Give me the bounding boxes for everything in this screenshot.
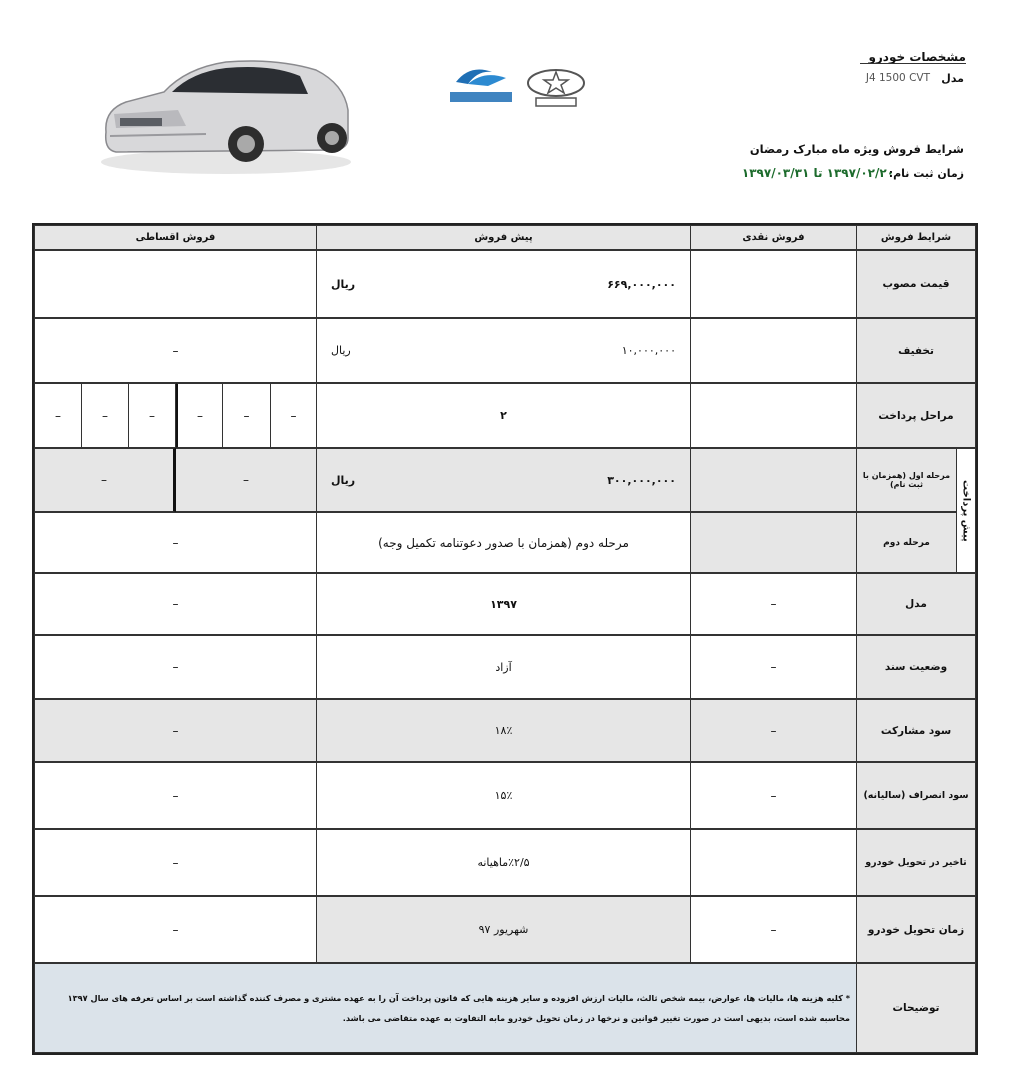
installment-stage-cell: – xyxy=(128,383,176,448)
row-label-cancellation-profit: سود انصراف (سالیانه) xyxy=(856,762,976,829)
row-label-document-status: وضعیت سند xyxy=(856,635,976,699)
doc-title: مشخصات خودرو xyxy=(868,50,966,64)
presale-payment-stages: ۲ xyxy=(316,383,691,448)
presale-price-value: ۶۶۹,۰۰۰,۰۰۰ xyxy=(607,277,676,291)
cash-price xyxy=(690,250,857,318)
row-label-delivery-delay: تاخیر در تحویل خودرو xyxy=(856,829,976,896)
presale-stage2: مرحله دوم (همزمان با صدور دعوتنامه تکمیل وجه) xyxy=(316,512,691,573)
prepayment-group-label xyxy=(956,448,976,573)
installment-cancellation-profit: – xyxy=(34,762,317,829)
presale-stage1-unit: ریال xyxy=(331,473,356,487)
presale-discount xyxy=(316,318,691,383)
presale-stage1 xyxy=(316,448,691,512)
row-label-stage1: مرحله اول (همزمان با ثبت نام) xyxy=(856,448,957,512)
installment-price xyxy=(34,250,317,318)
installment-discount: – xyxy=(34,318,317,383)
sale-terms-title: شرایط فروش ویژه ماه مبارک رمضان xyxy=(749,142,964,156)
presale-cancellation-profit: ۱۵٪ xyxy=(316,762,691,829)
col-header-conditions: شرایط فروش xyxy=(856,225,976,250)
model-label: مدل xyxy=(941,72,964,85)
registration-label: زمان ثبت نام: xyxy=(888,167,964,180)
presale-price xyxy=(316,250,691,318)
row-label-price: قیمت مصوب xyxy=(856,250,976,318)
presale-partnership-profit: ۱۸٪ xyxy=(316,699,691,762)
installment-stage-cell: – xyxy=(34,383,82,448)
presale-delivery-delay: ٪۲/۵ماهیانه xyxy=(316,829,691,896)
col-header-presale: پیش فروش xyxy=(316,225,691,250)
presale-price-unit: ریال xyxy=(331,277,356,291)
cash-payment-stages xyxy=(690,383,857,448)
installment-stage-cell: – xyxy=(222,383,271,448)
presale-discount-value: ۱۰,۰۰۰,۰۰۰ xyxy=(621,344,676,357)
installment-document-status: – xyxy=(34,635,317,699)
row-label-payment-stages: مراحل پرداخت xyxy=(856,383,976,448)
presale-discount-unit: ریال xyxy=(331,344,351,357)
cash-document-status: – xyxy=(690,635,857,699)
cash-partnership-profit: – xyxy=(690,699,857,762)
row-label-delivery-time: زمان تحویل خودرو xyxy=(856,896,976,963)
installment-stage-cell: – xyxy=(175,383,223,448)
row-label-discount: تخفیف xyxy=(856,318,976,383)
row-label-notes: توضیحات xyxy=(856,963,976,1053)
installment-stage-cell: – xyxy=(270,383,317,448)
presale-delivery-time: شهریور ۹۷ xyxy=(316,896,691,963)
presale-stage1-value: ۳۰۰,۰۰۰,۰۰۰ xyxy=(607,473,676,487)
installment-stage-cell: – xyxy=(81,383,129,448)
cash-delivery-time: – xyxy=(690,896,857,963)
presale-model: ۱۳۹۷ xyxy=(316,573,691,635)
col-header-installment: فروش اقساطی xyxy=(34,225,317,250)
presale-document-status: آزاد xyxy=(316,635,691,699)
kerman-motor-logo xyxy=(448,64,518,109)
installment-delivery-delay: – xyxy=(34,829,317,896)
title-underline xyxy=(860,63,966,64)
cash-discount xyxy=(690,318,857,383)
row-label-stage2: مرحله دوم xyxy=(856,512,957,573)
installment-model: – xyxy=(34,573,317,635)
col-header-cash: فروش نقدی xyxy=(690,225,857,250)
cash-delivery-delay xyxy=(690,829,857,896)
installment-partnership-profit: – xyxy=(34,699,317,762)
row-label-partnership-profit: سود مشارکت xyxy=(856,699,976,762)
notes-text: * کلیه هزینه ها، مالیات ها، عوارض، بیمه شخص ثالث، مالیات ارزش افزوده و سایر هزینه هایی که قانون پرداخت آن را به عهده مشتری و مصرف کننده گذاشته است بر اساس تعرفه های سال ۱۳۹۷ محاسبه شده است، بدیهی است در صورت تغییر قوانین و نرخها در زمان تحویل خودرو مابه التفاوت به عهده متقاضی می باشد. xyxy=(34,963,857,1053)
cash-model: – xyxy=(690,573,857,635)
registration-dates: ۱۳۹۷/۰۲/۲۰ تا ۱۳۹۷/۰۳/۳۱ xyxy=(741,166,894,180)
model-value: J4 1500 CVT xyxy=(865,72,930,84)
installment-delivery-time: – xyxy=(34,896,317,963)
installment-stage1-cell: – xyxy=(175,448,317,512)
cash-cancellation-profit: – xyxy=(690,762,857,829)
jac-logo xyxy=(522,66,590,110)
cash-stage2 xyxy=(690,512,857,573)
sales-conditions-table xyxy=(32,223,978,1055)
prepayment-group-text: پیش پرداخت xyxy=(960,479,972,542)
cash-stage1 xyxy=(690,448,857,512)
car-image xyxy=(86,40,366,180)
installment-stage1-cell: – xyxy=(34,448,176,512)
row-label-model: مدل xyxy=(856,573,976,635)
installment-stage2: – xyxy=(34,512,317,573)
